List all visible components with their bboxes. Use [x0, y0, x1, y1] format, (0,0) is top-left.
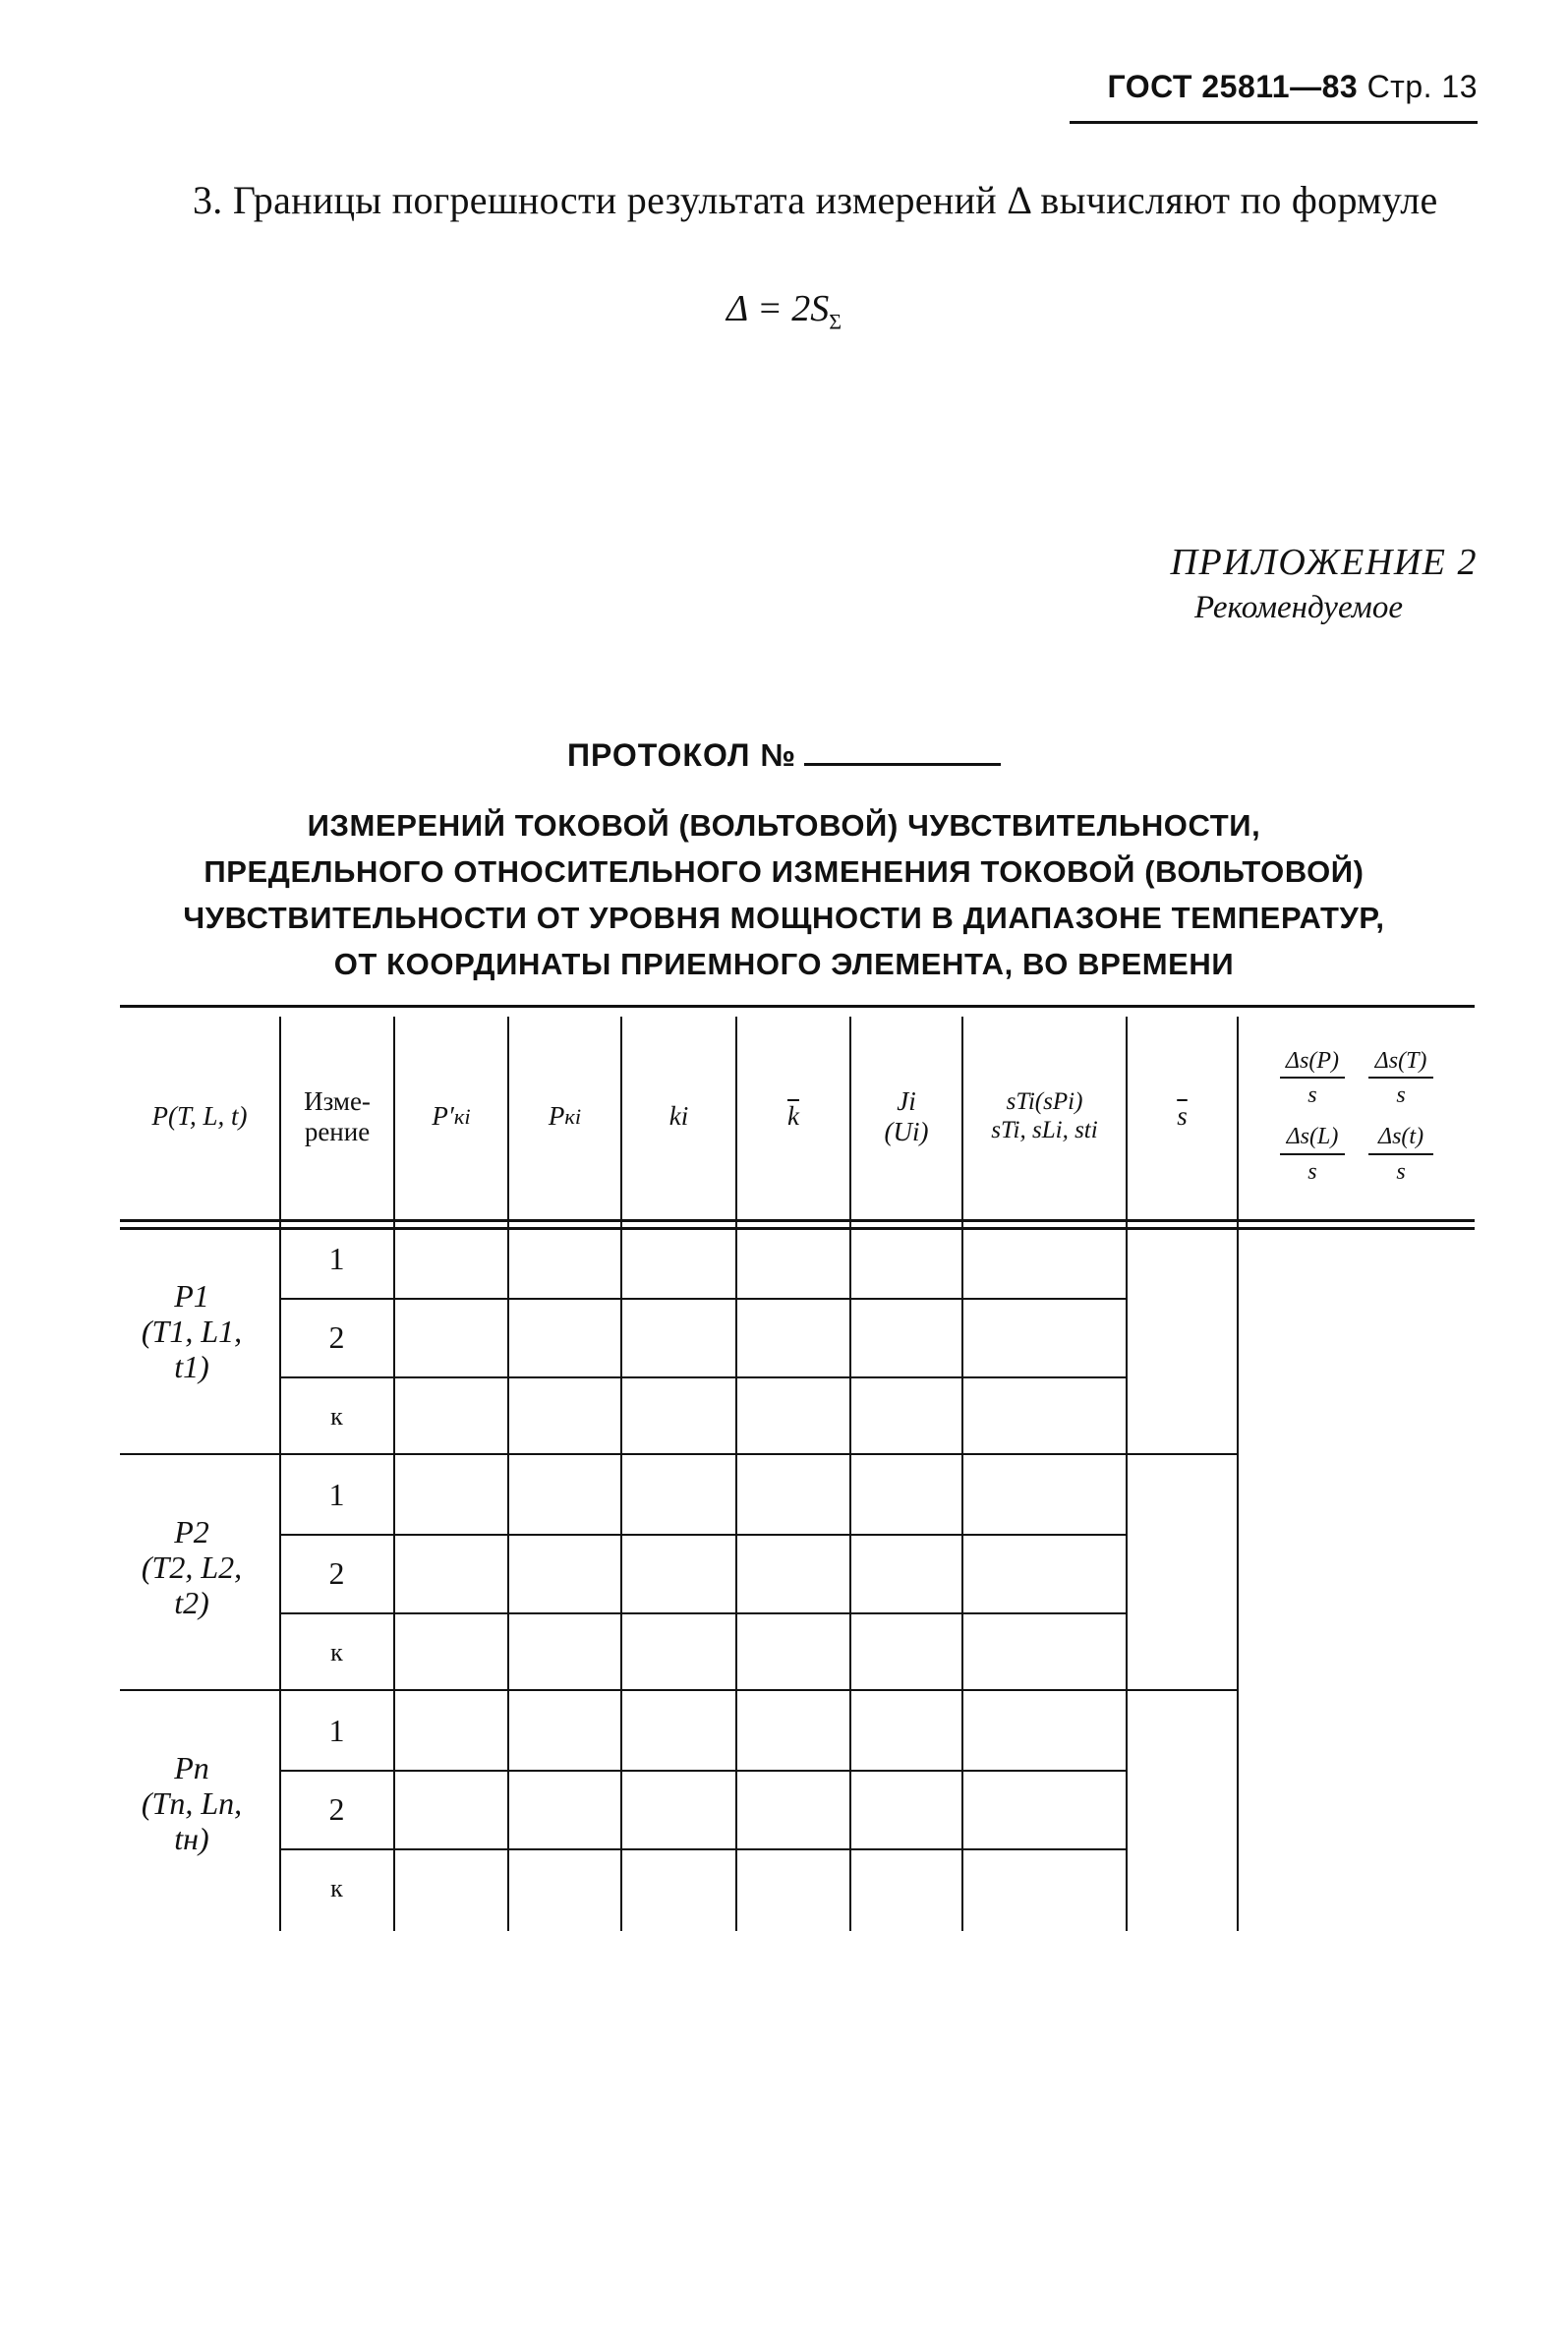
header-u-line: (Ui) — [884, 1117, 929, 1146]
protocol-title-line: ЧУВСТВИТЕЛЬНОСТИ ОТ УРОВНЯ МОЩНОСТИ В ДИАПАЗОНЕ ТЕМПЕРАТУР, — [183, 901, 1385, 935]
protocol-number-blank — [804, 733, 1001, 766]
formula-lhs: Δ = 2S — [726, 288, 830, 329]
protocol-title-line: ИЗМЕРЕНИЙ ТОКОВОЙ (ВОЛЬТОВОЙ) ЧУВСТВИТЕЛЬНОСТИ, — [307, 808, 1261, 843]
measurement-number: к — [330, 1874, 343, 1902]
measurement-number: 2 — [328, 1319, 345, 1355]
row-separator — [281, 1612, 1126, 1614]
header-measurement — [281, 1017, 393, 1217]
header-p-symbol: P — [548, 1101, 565, 1132]
group-label-p2 — [108, 1514, 275, 1620]
ratio-delta-s-p: $\frac{\Delta s(P)}{s}$ — [1280, 1048, 1345, 1110]
appendix-status: Рекомендуемое — [1193, 590, 1403, 625]
measurement-number: к — [330, 1638, 343, 1667]
group-line: t1) — [174, 1349, 209, 1384]
formula — [0, 287, 1568, 335]
header-p-t-l-t: P(T, L, t) — [151, 1101, 248, 1132]
group-line: (Tn, Ln, — [141, 1785, 243, 1821]
protocol-label — [0, 733, 1568, 774]
protocol-label-text: ПРОТОКОЛ № — [566, 737, 797, 773]
header-s-t-s-p — [963, 1017, 1126, 1217]
header-p-prime-symbol: P′ — [432, 1101, 454, 1132]
row-separator — [281, 1534, 1126, 1536]
header-k-mean-symbol: $\overline{k}$ — [787, 1101, 799, 1132]
group-line: (T1, L1, — [141, 1314, 243, 1349]
group-separator — [120, 1453, 1237, 1455]
header-st-sp-line: sTi(sPi) — [1006, 1088, 1083, 1116]
header-p-sub: кi — [564, 1104, 582, 1130]
page-number: Стр. 13 — [1366, 69, 1478, 104]
header-s-mean — [1128, 1017, 1237, 1217]
group-label-p1 — [108, 1278, 275, 1384]
ratio-delta-s-t: $\frac{\Delta s(T)}{s}$ — [1368, 1048, 1433, 1110]
header-k-i: ki — [668, 1101, 689, 1132]
header-st-sl-line: sTi, sLi, sti — [991, 1117, 1098, 1143]
group-separator — [120, 1689, 1237, 1691]
group-line: P2 — [174, 1514, 209, 1550]
header-p-k — [509, 1017, 620, 1217]
group-line: P1 — [174, 1278, 209, 1314]
header-j-line: Ji — [897, 1085, 916, 1116]
ratio-delta-s-time: $\frac{\Delta s(t)}{s}$ — [1368, 1124, 1433, 1186]
page-header — [1108, 69, 1479, 105]
header-rule-2 — [120, 1227, 1475, 1230]
header-p-prime-sub: кi — [453, 1104, 471, 1130]
header-measurement-line2: рение — [304, 1117, 371, 1146]
header-rule-1 — [120, 1219, 1475, 1222]
group-line: (T2, L2, — [141, 1550, 243, 1585]
header-j-u — [851, 1017, 961, 1217]
row-separator — [281, 1770, 1126, 1772]
paragraph-3: 3. Границы погрешности результата измерений Δ вычисляют по формуле — [193, 178, 1438, 222]
measurement-number: 2 — [328, 1791, 345, 1827]
measurement-number: 1 — [328, 1241, 345, 1276]
header-k-mean — [737, 1017, 849, 1217]
header-delta-s-ratios — [1239, 1017, 1475, 1217]
header-measurement-line1: Изме- — [304, 1085, 371, 1116]
row-separator — [281, 1298, 1126, 1300]
protocol-title-line: ОТ КООРДИНАТЫ ПРИЕМНОГО ЭЛЕМЕНТА, ВО ВРЕМЕНИ — [333, 947, 1235, 981]
group-label-pn — [108, 1750, 275, 1856]
header-rule — [1070, 121, 1478, 124]
group-line: tн) — [174, 1821, 209, 1856]
row-separator — [281, 1848, 1126, 1850]
measurement-number: 1 — [328, 1713, 345, 1748]
formula-subscript: Σ — [829, 309, 842, 334]
row-separator — [281, 1376, 1126, 1378]
header-p-prime-k — [395, 1017, 507, 1217]
group-line: t2) — [174, 1585, 209, 1620]
measurement-number: 2 — [328, 1555, 345, 1591]
ratio-delta-s-l: $\frac{\Delta s(L)}{s}$ — [1280, 1124, 1345, 1186]
protocol-title — [0, 802, 1568, 987]
measurement-number: 1 — [328, 1477, 345, 1512]
header-s-mean-symbol: $\overline{s}$ — [1177, 1101, 1188, 1132]
table-top-rule — [120, 1005, 1475, 1008]
standard-number: ГОСТ 25811—83 — [1107, 69, 1359, 104]
group-line: Pn — [174, 1750, 209, 1785]
appendix-title: ПРИЛОЖЕНИЕ 2 — [1170, 542, 1478, 583]
protocol-title-line: ПРЕДЕЛЬНОГО ОТНОСИТЕЛЬНОГО ИЗМЕНЕНИЯ ТОКОВОЙ (ВОЛЬТОВОЙ) — [203, 854, 1365, 889]
measurement-number: к — [330, 1402, 343, 1431]
